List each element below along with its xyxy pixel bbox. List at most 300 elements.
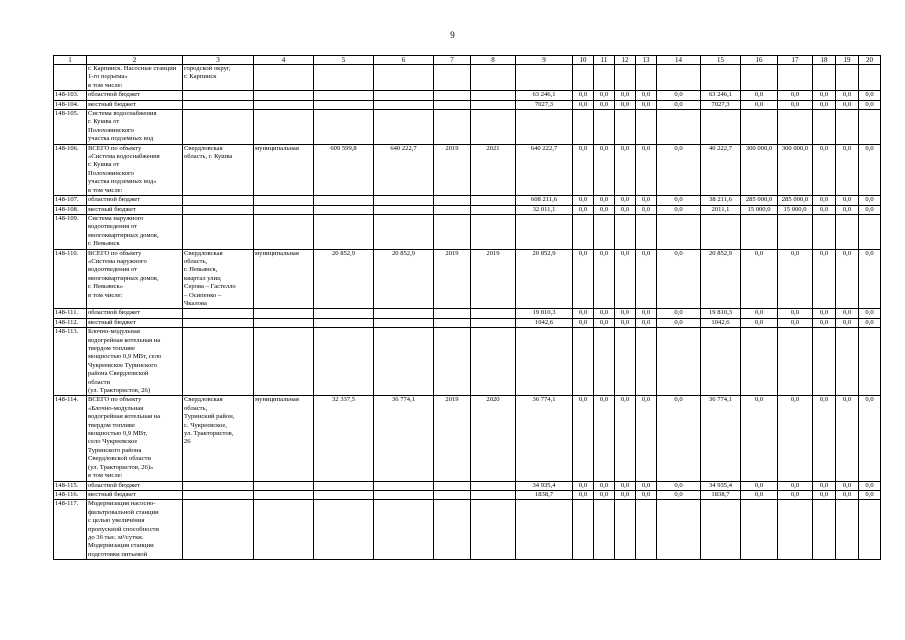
table-cell: 0,0 <box>615 396 636 481</box>
table-cell <box>701 328 741 396</box>
table-cell: 0,0 <box>741 91 778 100</box>
table-cell: 0,0 <box>594 91 615 100</box>
table-cell: 0,0 <box>741 249 778 309</box>
table-cell <box>859 110 881 145</box>
table-cell <box>314 309 374 318</box>
table-cell <box>374 318 434 327</box>
table-cell: 0,0 <box>594 309 615 318</box>
row-name-cell: областной бюджет <box>87 309 183 318</box>
table-row <box>54 196 881 205</box>
table-cell: 0,0 <box>636 396 657 481</box>
table-cell <box>374 65 434 91</box>
row-code-cell: 148-109. <box>54 214 87 249</box>
column-header: 8 <box>471 56 516 65</box>
table-cell <box>657 500 701 560</box>
table-cell <box>836 328 859 396</box>
table-cell <box>314 500 374 560</box>
table-cell <box>516 214 573 249</box>
table-cell: 0,0 <box>573 249 594 309</box>
header-row <box>54 56 881 65</box>
table-cell: 0,0 <box>657 481 701 490</box>
table-cell <box>434 65 471 91</box>
table-row <box>54 214 881 249</box>
table-cell: 0,0 <box>859 196 881 205</box>
table-cell: 0,0 <box>594 196 615 205</box>
table-cell <box>778 110 813 145</box>
table-cell <box>434 481 471 490</box>
table-cell <box>471 214 516 249</box>
table-cell <box>813 500 836 560</box>
row-code-cell: 148-103. <box>54 91 87 100</box>
table-cell: 2011,1 <box>701 205 741 214</box>
row-name-cell: Система водоснабжения г. Кушва от Полоховинского участка подземных вод <box>87 110 183 145</box>
column-header: 9 <box>516 56 573 65</box>
table-cell: Свердловская область, г. Кушва <box>183 144 254 195</box>
table-cell: 0,0 <box>636 481 657 490</box>
table-cell: 0,0 <box>813 490 836 499</box>
table-cell: муниципальная <box>254 249 314 309</box>
table-cell: 0,0 <box>573 318 594 327</box>
table-cell: 0,0 <box>813 249 836 309</box>
table-cell <box>741 65 778 91</box>
table-cell <box>701 110 741 145</box>
table-cell: муниципальная <box>254 396 314 481</box>
table-cell <box>741 110 778 145</box>
column-header: 11 <box>594 56 615 65</box>
table-cell <box>314 100 374 109</box>
row-name-cell: ВСЕГО по объекту «Система водоснабжения г. Кушва от Полоховинского участка подземных вод» в том числе: <box>87 144 183 195</box>
table-cell: 0,0 <box>813 396 836 481</box>
table-cell: 0,0 <box>594 490 615 499</box>
table-cell <box>636 65 657 91</box>
row-code-cell: 148-104. <box>54 100 87 109</box>
row-name-cell: местный бюджет <box>87 490 183 499</box>
row-name-cell: местный бюджет <box>87 318 183 327</box>
table-cell: 608 211,6 <box>516 196 573 205</box>
row-code-cell: 148-116. <box>54 490 87 499</box>
table-cell <box>615 500 636 560</box>
table-cell <box>183 214 254 249</box>
table-cell: 0,0 <box>859 144 881 195</box>
table-cell: 0,0 <box>741 309 778 318</box>
table-row <box>54 490 881 499</box>
table-cell: 0,0 <box>741 100 778 109</box>
table-cell <box>374 110 434 145</box>
table-cell <box>471 318 516 327</box>
table-cell: 0,0 <box>573 396 594 481</box>
table-cell <box>314 318 374 327</box>
table-cell <box>434 196 471 205</box>
table-cell: 0,0 <box>741 481 778 490</box>
table-cell <box>254 205 314 214</box>
table-cell <box>594 328 615 396</box>
table-cell <box>859 65 881 91</box>
table-cell <box>254 100 314 109</box>
table-cell: 0,0 <box>657 318 701 327</box>
table-cell <box>314 214 374 249</box>
table-cell <box>434 100 471 109</box>
table-cell: 20 852,9 <box>374 249 434 309</box>
table-cell <box>434 110 471 145</box>
row-code-cell: 148-110. <box>54 249 87 309</box>
table-cell: 0,0 <box>859 309 881 318</box>
table-cell <box>183 309 254 318</box>
table-cell: 2019 <box>434 249 471 309</box>
row-name-cell: г. Карпинск. Насосные станции 1-го подъема» в том числе: <box>87 65 183 91</box>
table-cell: 0,0 <box>836 144 859 195</box>
table-cell <box>183 318 254 327</box>
table-cell: 0,0 <box>741 318 778 327</box>
table-cell <box>701 65 741 91</box>
table-cell <box>741 328 778 396</box>
table-cell <box>254 328 314 396</box>
table-cell <box>836 65 859 91</box>
table-cell: 0,0 <box>615 249 636 309</box>
table-cell <box>573 500 594 560</box>
table-cell: 640 222,7 <box>374 144 434 195</box>
table-cell: 15 000,0 <box>741 205 778 214</box>
table-cell: 0,0 <box>859 318 881 327</box>
row-name-cell: местный бюджет <box>87 205 183 214</box>
table-cell: 15 000,0 <box>778 205 813 214</box>
table-cell: 63 246,1 <box>701 91 741 100</box>
table-cell: 0,0 <box>657 490 701 499</box>
row-code-cell: 148-111. <box>54 309 87 318</box>
table-cell: 0,0 <box>836 481 859 490</box>
table-cell: 2019 <box>434 144 471 195</box>
table-cell <box>434 318 471 327</box>
row-code-cell: 148-112. <box>54 318 87 327</box>
table-cell <box>813 110 836 145</box>
table-row <box>54 144 881 195</box>
table-cell: 20 852,9 <box>516 249 573 309</box>
row-name-cell: ВСЕГО по объекту «Система наружного водоотведения от многоквартирных домов, г. Невьянск» в том числе: <box>87 249 183 309</box>
table-cell <box>374 91 434 100</box>
column-header: 16 <box>741 56 778 65</box>
table-cell: 0,0 <box>836 318 859 327</box>
table-cell: 300 000,0 <box>778 144 813 195</box>
table-cell: 0,0 <box>615 309 636 318</box>
table-cell: 0,0 <box>813 318 836 327</box>
table-cell: 1838,7 <box>701 490 741 499</box>
table-cell <box>434 490 471 499</box>
table-cell: 0,0 <box>657 144 701 195</box>
table-cell <box>183 91 254 100</box>
table-row <box>54 249 881 309</box>
table-cell: 0,0 <box>573 91 594 100</box>
table-cell <box>254 91 314 100</box>
table-cell <box>615 328 636 396</box>
column-header: 18 <box>813 56 836 65</box>
table-cell <box>183 110 254 145</box>
table-cell: 0,0 <box>636 100 657 109</box>
table-cell <box>836 500 859 560</box>
table-cell <box>636 110 657 145</box>
table-row <box>54 396 881 481</box>
table-cell: 0,0 <box>657 196 701 205</box>
table-cell <box>254 318 314 327</box>
table-cell <box>859 500 881 560</box>
table-cell: 0,0 <box>836 396 859 481</box>
table-cell <box>636 500 657 560</box>
table-cell: 0,0 <box>636 91 657 100</box>
table-cell <box>657 214 701 249</box>
column-header: 19 <box>836 56 859 65</box>
table-cell: 20 852,9 <box>701 249 741 309</box>
column-header: 13 <box>636 56 657 65</box>
column-header: 12 <box>615 56 636 65</box>
table-cell <box>573 214 594 249</box>
table-cell: 0,0 <box>594 318 615 327</box>
table-cell <box>778 65 813 91</box>
table-cell <box>434 91 471 100</box>
table-cell: 0,0 <box>778 318 813 327</box>
table-cell: 0,0 <box>573 490 594 499</box>
table-cell <box>516 65 573 91</box>
row-name-cell: местный бюджет <box>87 100 183 109</box>
table-cell: 2019 <box>434 396 471 481</box>
table-cell <box>314 481 374 490</box>
table-cell <box>471 110 516 145</box>
table-cell: 0,0 <box>657 205 701 214</box>
table-cell <box>701 500 741 560</box>
table-cell: 0,0 <box>615 91 636 100</box>
table-cell: 0,0 <box>573 309 594 318</box>
table-row <box>54 110 881 145</box>
table-cell: 19 810,3 <box>701 309 741 318</box>
table-cell <box>471 100 516 109</box>
table-cell <box>374 205 434 214</box>
table-cell <box>471 91 516 100</box>
table-cell <box>254 309 314 318</box>
column-header: 15 <box>701 56 741 65</box>
table-cell <box>778 328 813 396</box>
table-cell <box>701 214 741 249</box>
table-cell: 34 935,4 <box>701 481 741 490</box>
table-cell <box>434 500 471 560</box>
table-cell: 609 599,8 <box>314 144 374 195</box>
table-cell <box>183 205 254 214</box>
row-name-cell: Блочно-модульная водогрейная котельная на твердом топливе мощностью 0,9 МВт, село Чукреевское Туринского района Свердловской области (ул. Трактористов, 26) <box>87 328 183 396</box>
table-cell <box>314 65 374 91</box>
table-cell <box>434 328 471 396</box>
table-cell <box>615 214 636 249</box>
table-cell <box>314 91 374 100</box>
table-cell: 0,0 <box>636 144 657 195</box>
page-number: 9 <box>450 30 455 40</box>
table-cell <box>254 481 314 490</box>
row-name-cell: областной бюджет <box>87 481 183 490</box>
table-cell: 1838,7 <box>516 490 573 499</box>
table-cell <box>516 500 573 560</box>
table-cell: 0,0 <box>636 196 657 205</box>
table-cell: 0,0 <box>813 205 836 214</box>
table-cell: 0,0 <box>615 196 636 205</box>
table-cell: 36 774,1 <box>701 396 741 481</box>
table-row <box>54 65 881 91</box>
table-cell <box>374 214 434 249</box>
table-row <box>54 91 881 100</box>
table-cell: 0,0 <box>594 249 615 309</box>
row-code-cell: 148-105. <box>54 110 87 145</box>
table-cell: 0,0 <box>594 100 615 109</box>
table-cell <box>615 65 636 91</box>
column-header: 17 <box>778 56 813 65</box>
table-row <box>54 318 881 327</box>
table-cell: Свердловская область, г. Невьянск, квартал улиц Серова – Гастелло – Осипенко – Чкалова <box>183 249 254 309</box>
table-cell: 0,0 <box>573 205 594 214</box>
table-cell <box>471 500 516 560</box>
table-cell <box>183 100 254 109</box>
row-name-cell: Модернизация насосно- фильтровальной станции с целью увеличения пропускной способности до 36 тыс. м³/сутки. Модернизация станции подготовки питьевой <box>87 500 183 560</box>
row-code-cell: 148-108. <box>54 205 87 214</box>
table-cell: 0,0 <box>836 309 859 318</box>
table-cell <box>594 110 615 145</box>
table-cell: 0,0 <box>778 490 813 499</box>
table-cell <box>471 490 516 499</box>
table-cell: 0,0 <box>859 481 881 490</box>
table-cell: 0,0 <box>594 205 615 214</box>
table-cell: 0,0 <box>657 396 701 481</box>
table-cell: 0,0 <box>836 490 859 499</box>
table-cell: 0,0 <box>741 490 778 499</box>
table-cell: 0,0 <box>636 309 657 318</box>
table-cell: 0,0 <box>778 100 813 109</box>
table-cell: 2019 <box>471 249 516 309</box>
table-cell: 20 852,9 <box>314 249 374 309</box>
table-cell: 0,0 <box>836 196 859 205</box>
table-cell <box>836 214 859 249</box>
table-cell: 0,0 <box>615 144 636 195</box>
table-cell: 32 011,1 <box>516 205 573 214</box>
table-cell <box>314 328 374 396</box>
table-cell: 0,0 <box>778 249 813 309</box>
column-header: 2 <box>87 56 183 65</box>
table-cell: 0,0 <box>778 396 813 481</box>
table-cell <box>434 205 471 214</box>
table-cell <box>836 110 859 145</box>
table-cell <box>314 196 374 205</box>
table-cell <box>471 65 516 91</box>
table-cell: 0,0 <box>836 91 859 100</box>
column-header: 4 <box>254 56 314 65</box>
table-cell: 63 246,1 <box>516 91 573 100</box>
table-cell <box>636 328 657 396</box>
table-cell: 38 211,6 <box>701 196 741 205</box>
table-cell <box>374 196 434 205</box>
table-cell: 0,0 <box>657 100 701 109</box>
table-cell <box>594 65 615 91</box>
table-cell: 0,0 <box>636 318 657 327</box>
table-cell: 285 000,0 <box>741 196 778 205</box>
table-cell: 7027,3 <box>516 100 573 109</box>
table-cell: 0,0 <box>573 196 594 205</box>
table-cell <box>778 214 813 249</box>
table-row <box>54 328 881 396</box>
table-cell: 7027,3 <box>701 100 741 109</box>
table-cell <box>657 110 701 145</box>
table-row <box>54 309 881 318</box>
table-cell <box>434 309 471 318</box>
budget-table <box>53 55 881 560</box>
table-cell <box>314 490 374 499</box>
table-cell: 0,0 <box>615 318 636 327</box>
column-header: 7 <box>434 56 471 65</box>
table-cell: 0,0 <box>813 100 836 109</box>
table-cell: 0,0 <box>636 249 657 309</box>
table-cell <box>183 328 254 396</box>
table-cell <box>813 214 836 249</box>
table-cell: Свердловская область, Туринский район, с. Чукреевское, ул. Трактористов, 26 <box>183 396 254 481</box>
row-code-cell: 148-107. <box>54 196 87 205</box>
table-cell <box>374 481 434 490</box>
row-name-cell: ВСЕГО по объекту «Блочно-модульная водогрейная котельная на твердом топливе мощностью 0,9 МВт, село Чукреевское Туринского района Свердловской области (ул. Трактористов, 26)» в том числе: <box>87 396 183 481</box>
column-header: 20 <box>859 56 881 65</box>
table-cell: 640 222,7 <box>516 144 573 195</box>
table-cell: 0,0 <box>813 481 836 490</box>
table-cell <box>516 328 573 396</box>
table-cell <box>183 490 254 499</box>
table-cell: 0,0 <box>657 249 701 309</box>
table-cell: 19 810,3 <box>516 309 573 318</box>
row-code-cell: 148-113. <box>54 328 87 396</box>
table-cell: муниципальная <box>254 144 314 195</box>
table-cell: 0,0 <box>636 205 657 214</box>
table-cell <box>434 214 471 249</box>
table-cell <box>374 500 434 560</box>
table-cell <box>254 196 314 205</box>
table-cell: 0,0 <box>594 481 615 490</box>
table-cell: 1042,6 <box>516 318 573 327</box>
table-cell <box>615 110 636 145</box>
column-header: 1 <box>54 56 87 65</box>
table-cell: 0,0 <box>615 481 636 490</box>
table-cell: 0,0 <box>594 396 615 481</box>
table-cell <box>813 65 836 91</box>
table-cell: 285 000,0 <box>778 196 813 205</box>
table-cell <box>657 65 701 91</box>
table-cell: 0,0 <box>615 205 636 214</box>
table-cell: 0,0 <box>859 396 881 481</box>
table-cell <box>778 500 813 560</box>
row-code-cell <box>54 65 87 91</box>
table-cell <box>741 214 778 249</box>
table-cell <box>859 328 881 396</box>
table-cell: 0,0 <box>813 144 836 195</box>
table-cell <box>573 110 594 145</box>
table-cell: 0,0 <box>778 309 813 318</box>
table-cell: 0,0 <box>657 309 701 318</box>
table-cell <box>254 65 314 91</box>
table-cell <box>183 481 254 490</box>
table-cell: 0,0 <box>778 481 813 490</box>
table-cell <box>374 100 434 109</box>
table-cell <box>471 205 516 214</box>
table-cell: 0,0 <box>836 205 859 214</box>
table-cell: 300 000,0 <box>741 144 778 195</box>
table-cell: 2020 <box>471 396 516 481</box>
table-cell <box>741 500 778 560</box>
column-header: 10 <box>573 56 594 65</box>
table-cell <box>594 214 615 249</box>
row-name-cell: Система наружного водоотведения от многоквартирных домов, г. Невьянск <box>87 214 183 249</box>
table-row <box>54 481 881 490</box>
table-cell <box>516 110 573 145</box>
table-cell: 0,0 <box>836 100 859 109</box>
table-cell <box>183 196 254 205</box>
table-cell <box>374 309 434 318</box>
table-cell <box>471 328 516 396</box>
